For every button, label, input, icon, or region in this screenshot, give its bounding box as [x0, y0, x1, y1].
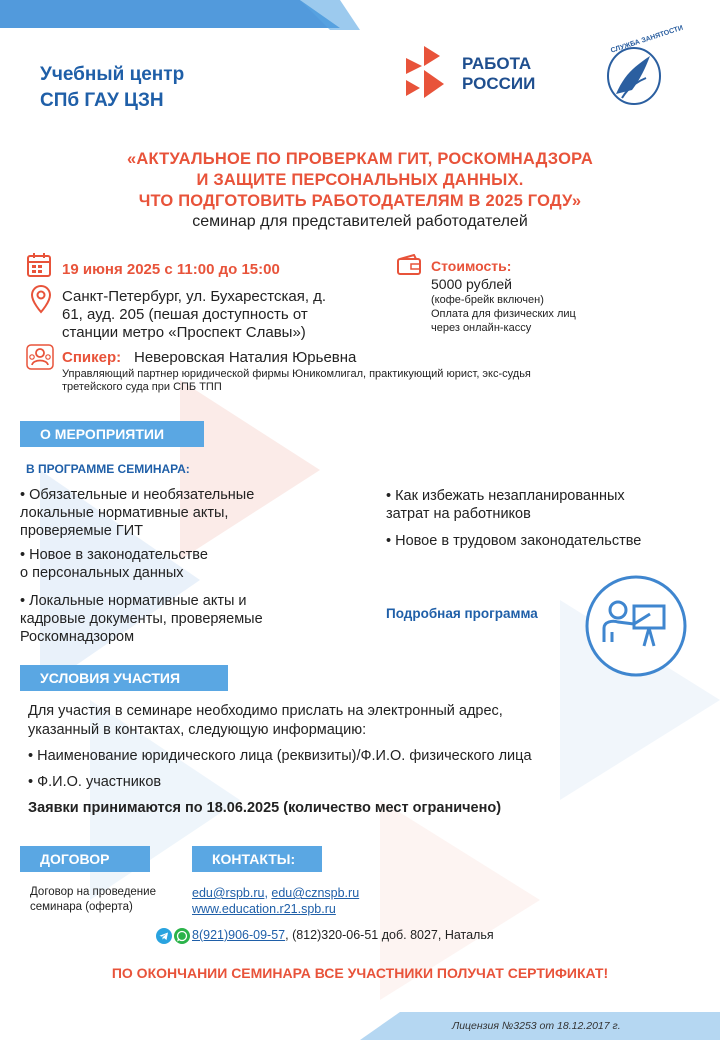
cost-note1: (кофе-брейк включен)	[431, 294, 544, 306]
cost-value: 5000 рублей	[431, 276, 512, 292]
program-item-1-line1: • Обязательные и необязательные	[20, 487, 255, 503]
program-details-link[interactable]: Подробная программа	[386, 606, 538, 621]
program-item-2	[20, 546, 208, 582]
speaker-desc2: третейского суда при СПБ ТПП	[62, 381, 222, 393]
logo-text-2: РОССИИ	[462, 74, 536, 93]
telegram-icon[interactable]	[156, 928, 172, 944]
program-item-3-line1: • Локальные нормативные акты и	[20, 593, 247, 609]
email-link-2[interactable]: edu@cznspb.ru	[271, 886, 360, 900]
speaker-name: Неверовская Наталия Юрьевна	[134, 349, 357, 366]
email-separator: ,	[264, 886, 272, 900]
contacts-section-pill: КОНТАКТЫ:	[192, 846, 322, 872]
program-item-2-line2: о персональных данных	[20, 565, 184, 581]
conditions-intro-line2: указанный в контактах, следующую информацию:	[28, 722, 367, 738]
employment-service-seal-icon	[606, 46, 662, 106]
location-pin-icon	[30, 284, 52, 314]
program-item-4-line2: затрат на работников	[386, 506, 531, 522]
service-seal-text: СЛУЖБА ЗАНЯТОСТИ	[610, 24, 684, 55]
cost-label: Стоимость:	[431, 258, 512, 274]
event-date: 19 июня 2025 с 11:00 до 15:00	[62, 261, 280, 278]
website-link[interactable]: www.education.r21.spb.ru	[192, 902, 336, 916]
contract-text-line1: Договор на проведение	[30, 886, 156, 898]
org-title-line1: Учебный центр	[40, 64, 185, 85]
event-title-line1: «АКТУАЛЬНОЕ ПО ПРОВЕРКАМ ГИТ, РОСКОМНАДЗОРА	[127, 150, 593, 168]
event-title-line3: ЧТО ПОДГОТОВИТЬ РАБОТОДАТЕЛЯМ В 2025 ГОДУ»	[138, 192, 582, 210]
program-item-1-line2: локальные нормативные акты,	[20, 505, 229, 521]
program-item-5	[386, 532, 641, 550]
presentation-icon	[584, 574, 688, 678]
license-text: Лицензия №3253 от 18.12.2017 г.	[452, 1020, 621, 1032]
contract-text-line2: семинара (оферта)	[30, 901, 133, 913]
address-line2: 61, ауд. 205 (пешая доступность от	[62, 306, 308, 323]
speaker-icon	[26, 344, 54, 370]
program-item-2-line1: • Новое в законодательстве	[20, 547, 208, 563]
contract-text[interactable]	[30, 885, 156, 915]
cost-note2: Оплата для физических лиц	[431, 308, 576, 320]
program-item-1	[20, 486, 254, 540]
rabota-rossii-logo	[400, 44, 570, 104]
program-item-3-line3: Роскомнадзором	[20, 629, 135, 645]
conditions-item-1: • Наименование юридического лица (реквизиты)/Ф.И.О. физического лица	[28, 748, 532, 764]
event-address	[62, 288, 326, 342]
program-item-1-line3: проверяемые ГИТ	[20, 523, 144, 539]
org-title-line2: СПб ГАУ ЦЗН	[40, 90, 164, 111]
program-item-3	[20, 592, 263, 646]
calendar-icon	[26, 252, 52, 278]
program-item-5-line1: • Новое в трудовом законодательстве	[386, 533, 642, 549]
conditions-intro-line1: Для участия в семинаре необходимо прислать на электронный адрес,	[28, 703, 503, 719]
speaker-desc1: Управляющий партнер юридической фирмы Юникомлигал, практикующий юрист, экс-судья	[62, 368, 531, 380]
phone-line	[192, 928, 494, 942]
rabota-rossii-logo-icon	[400, 44, 460, 104]
speaker-label: Спикер:	[62, 349, 122, 366]
contacts-emails	[192, 886, 359, 901]
logo-text-1: РАБОТА	[462, 54, 532, 73]
conditions-section-pill: УСЛОВИЯ УЧАСТИЯ	[20, 665, 228, 691]
certificate-notice: ПО ОКОНЧАНИИ СЕМИНАРА ВСЕ УЧАСТНИКИ ПОЛУЧАТ СЕРТИФИКАТ!	[111, 965, 609, 981]
applications-deadline: Заявки принимаются по 18.06.2025 (количество мест ограничено)	[28, 800, 502, 816]
phone-rest: , (812)320-06-51 доб. 8027, Наталья	[285, 928, 494, 942]
cost-note3: через онлайн-кассу	[431, 322, 532, 334]
program-heading: В ПРОГРАММЕ СЕМИНАРА:	[26, 462, 190, 476]
about-section-pill: О МЕРОПРИЯТИИ	[20, 421, 204, 447]
program-item-4-line1: • Как избежать незапланированных	[386, 488, 625, 504]
conditions-item-2: • Ф.И.О. участников	[28, 774, 162, 790]
address-line3: станции метро «Проспект Славы»)	[62, 324, 306, 341]
event-subtitle: семинар для представителей работодателей	[192, 213, 528, 230]
conditions-intro	[28, 702, 503, 740]
whatsapp-icon[interactable]	[174, 928, 190, 944]
wallet-icon	[396, 254, 422, 276]
address-line1: Санкт-Петербург, ул. Бухарестская, д.	[62, 288, 327, 305]
contract-section-pill: ДОГОВОР	[20, 846, 150, 872]
program-item-3-line2: кадровые документы, проверяемые	[20, 611, 263, 627]
program-item-4	[386, 487, 625, 523]
email-link-1[interactable]: edu@rspb.ru	[192, 886, 265, 900]
phone-link[interactable]: 8(921)906-09-57	[192, 928, 286, 942]
event-title-line2: И ЗАЩИТЕ ПЕРСОНАЛЬНЫХ ДАННЫХ.	[196, 171, 524, 189]
